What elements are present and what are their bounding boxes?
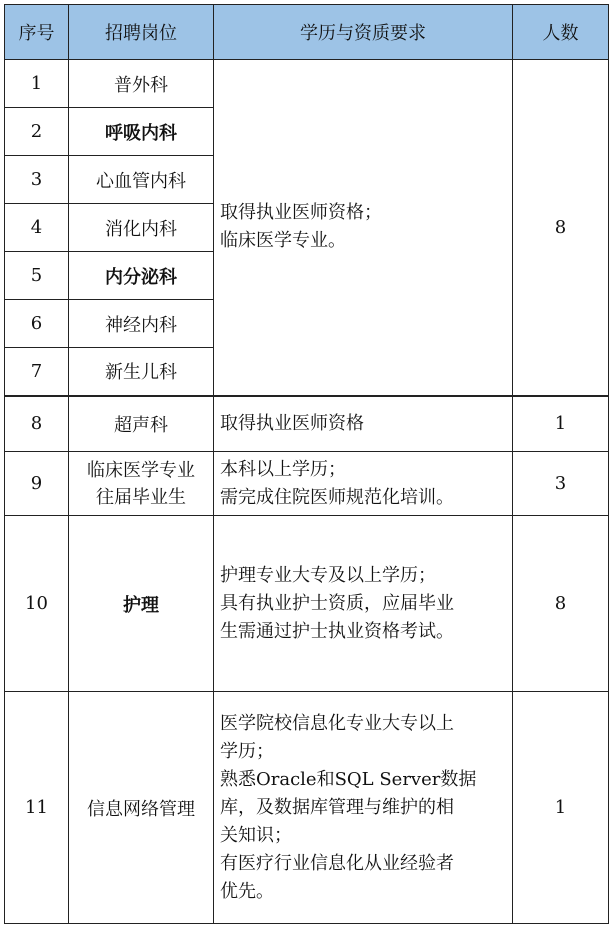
row-position: 新生儿科: [69, 348, 214, 396]
count-cell: 1: [513, 692, 609, 924]
row-no: 2: [5, 108, 69, 156]
requirement-line: 本科以上学历；: [220, 458, 346, 480]
requirements-cell: [214, 60, 513, 396]
table-row: [5, 516, 609, 692]
row-no: 1: [5, 60, 69, 108]
row-position: 信息网络管理: [69, 692, 214, 924]
requirements-cell: [214, 452, 513, 516]
requirements-cell: [214, 516, 513, 692]
row-position: 神经内科: [69, 300, 214, 348]
row-no: 6: [5, 300, 69, 348]
requirement-line: 护理专业大专及以上学历；: [220, 564, 436, 586]
row-position: 呼吸内科: [69, 108, 214, 156]
requirement-line: 关知识；: [220, 824, 292, 846]
row-no: 8: [5, 396, 69, 452]
row-no: 3: [5, 156, 69, 204]
header-row: [5, 5, 609, 60]
requirement-line: 临床医学专业。: [220, 230, 346, 252]
requirement-line: 取得执业医师资格；: [220, 202, 382, 224]
row-no: 7: [5, 348, 69, 396]
requirement-line: 学历；: [220, 740, 274, 762]
table-row: [5, 396, 609, 452]
requirements-cell: [214, 692, 513, 924]
count-cell: 8: [513, 60, 609, 396]
row-position: 心血管内科: [69, 156, 214, 204]
table-row: [5, 692, 609, 924]
requirements-cell: [214, 396, 513, 452]
row-position: 护理: [69, 516, 214, 692]
requirement-line: 取得执业医师资格: [220, 412, 364, 434]
row-no: 9: [5, 452, 69, 516]
requirement-line: 生需通过护士执业资格考试。: [220, 620, 454, 642]
row-no: 4: [5, 204, 69, 252]
count-cell: 3: [513, 452, 609, 516]
requirement-line: 熟悉Oracle和SQL Server数据: [220, 768, 477, 790]
position-line: 临床医学专业: [87, 459, 195, 481]
count-cell: 8: [513, 516, 609, 692]
row-no: 5: [5, 252, 69, 300]
row-position: [69, 452, 214, 516]
requirement-line: 库，及数据库管理与维护的相: [220, 796, 454, 818]
requirement-line: 优先。: [220, 880, 274, 902]
row-position: 普外科: [69, 60, 214, 108]
requirement-line: 医学院校信息化专业大专以上: [220, 712, 454, 734]
recruitment-table: [4, 4, 609, 924]
requirement-line: 有医疗行业信息化从业经验者: [220, 852, 454, 874]
table-row: [5, 452, 609, 516]
count-cell: 1: [513, 396, 609, 452]
requirement-line: 需完成住院医师规范化培训。: [220, 486, 454, 508]
table-row: [5, 60, 609, 108]
row-position: 超声科: [69, 396, 214, 452]
requirement-line: 具有执业护士资质，应届毕业: [220, 592, 454, 614]
position-line: 往届毕业生: [96, 486, 186, 508]
row-no: 11: [5, 692, 69, 924]
row-position: 消化内科: [69, 204, 214, 252]
header-count: 人数: [513, 5, 609, 60]
row-no: 10: [5, 516, 69, 692]
header-position: 招聘岗位: [69, 5, 214, 60]
header-no: 序号: [5, 5, 69, 60]
row-position: 内分泌科: [69, 252, 214, 300]
header-requirements: 学历与资质要求: [214, 5, 513, 60]
